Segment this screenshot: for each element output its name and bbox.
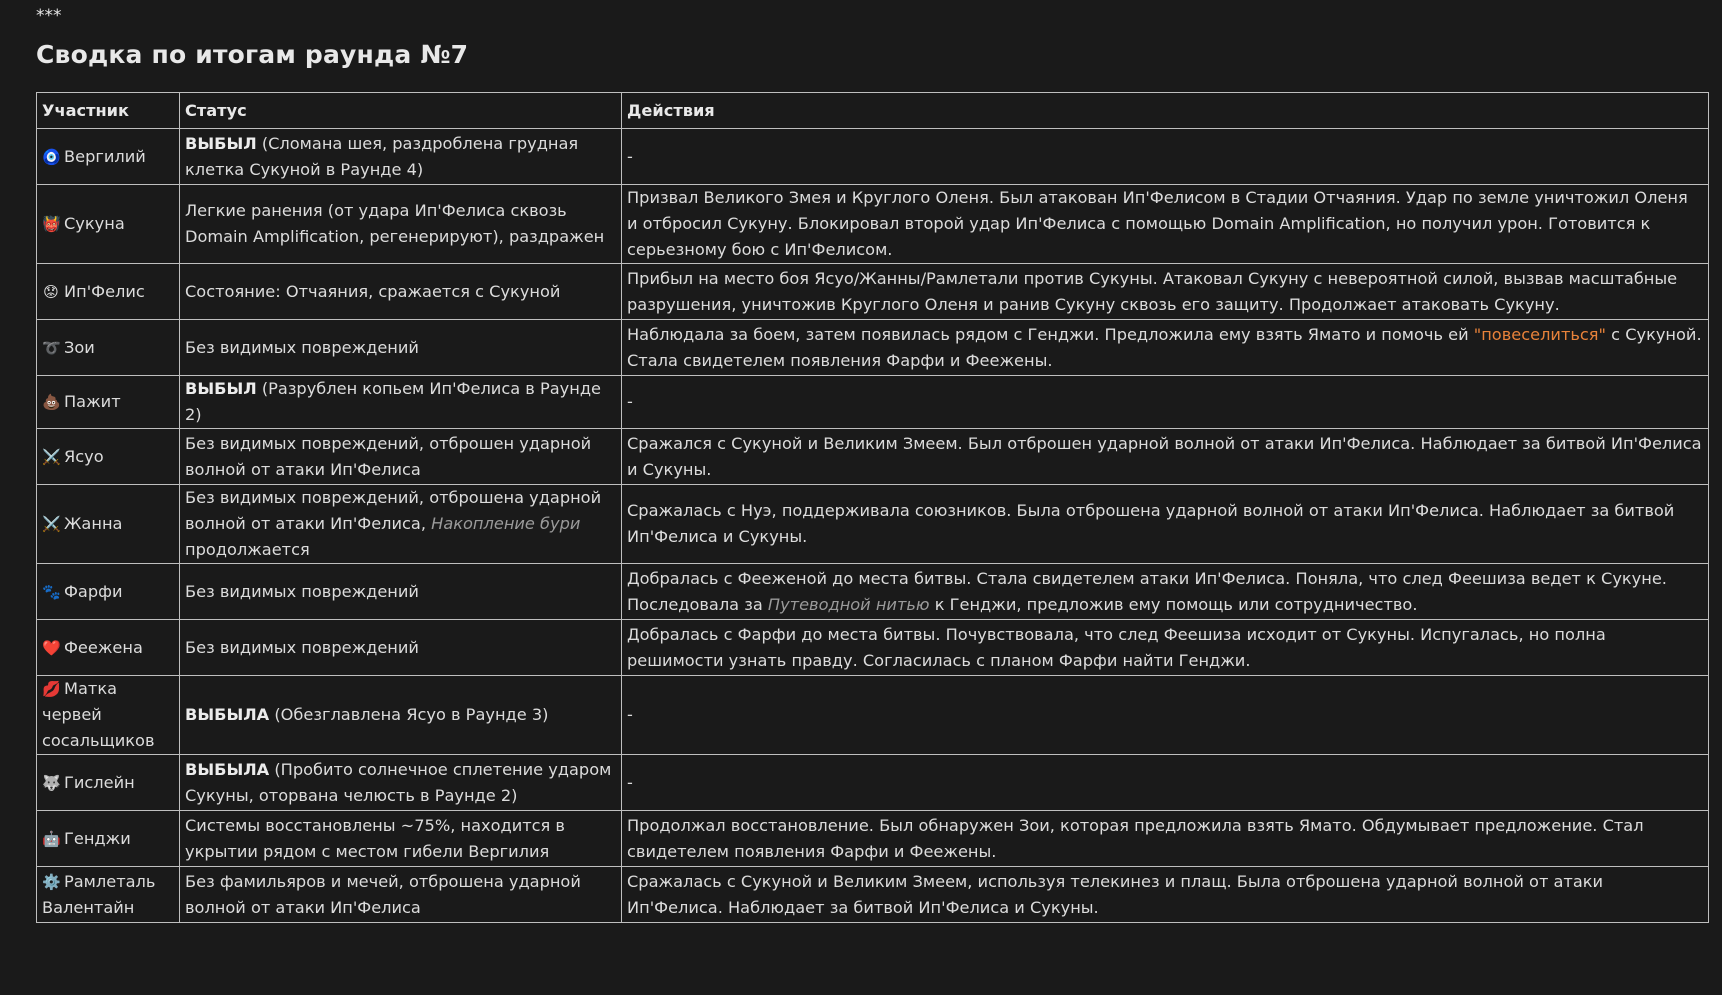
table-row (37, 811, 1709, 867)
participant-name: Вергилий (64, 146, 146, 166)
table-row (37, 320, 1709, 376)
participant-cell (37, 564, 180, 620)
participant-name: Жанна (64, 514, 123, 533)
table-row (37, 676, 1709, 755)
actions-cell: Продолжал восстановление. Был обнаружен Зои, которая предложила взять Ямато. Обдумывает предложение. Стал свидетелем появления Фарфи и Феежены. (622, 811, 1709, 867)
status-cell: Состояние: Отчаяния, сражается с Сукуной (180, 264, 622, 320)
table-row (37, 755, 1709, 811)
crossed-swords-icon: ⚔️ (42, 447, 61, 466)
status-text: (Разрублен копьем Ип'Фелиса в Раунде 2) (185, 379, 601, 424)
participant-cell (37, 676, 180, 755)
participant-cell (37, 376, 180, 429)
status-cell (180, 755, 622, 811)
participant-cell (37, 129, 180, 185)
actions-cell: Добралась с Фарфи до места битвы. Почувствовала, что след Феешиза исходит от Сукуны. Испугалась, но полна решимости узнать правду. Согласилась с планом Фарфи найти Генджи. (622, 620, 1709, 676)
participant-cell (37, 264, 180, 320)
actions-cell: Сражалась с Нуэ, поддерживала союзников. Была отброшена ударной волной от атаки Ип'Фелиса. Наблюдает за битвой Ип'Фелиса и Сукуны. (622, 485, 1709, 564)
table-row (37, 429, 1709, 485)
table-row (37, 564, 1709, 620)
participant-cell (37, 429, 180, 485)
status-cell (180, 485, 622, 564)
status-cell (180, 129, 622, 185)
table-row (37, 129, 1709, 185)
actions-cell: - (622, 676, 1709, 755)
actions-cell: - (622, 376, 1709, 429)
nazar-amulet-icon: 🧿 (42, 147, 61, 166)
actions-cell (622, 564, 1709, 620)
table-row (37, 264, 1709, 320)
participant-name: Гислейн (64, 772, 135, 792)
header-actions: Действия (622, 93, 1709, 129)
status-cell: Без фамильяров и мечей, отброшена ударной волной от атаки Ип'Фелиса (180, 867, 622, 923)
actions-cell: - (622, 755, 1709, 811)
status-eliminated: ВЫБЫЛА (185, 705, 270, 724)
table-row (37, 620, 1709, 676)
worried-face-icon: 😟 (43, 282, 59, 301)
table-row (37, 185, 1709, 264)
page-title: Сводка по итогам раунда №7 (36, 40, 469, 69)
actions-text: Добралась с Фееженой до места битвы. Стала свидетелем атаки Ип'Фелиса. Поняла, что след Феешиза ведет к Сукуне. Последовала за (627, 568, 1667, 614)
kiss-mark-icon: 💋 (42, 680, 61, 698)
actions-text: к Генджи, предложив ему помощь или сотрудничество. (929, 594, 1418, 614)
status-cell (180, 676, 622, 755)
status-cell: Без видимых повреждений (180, 564, 622, 620)
actions-cell: - (622, 129, 1709, 185)
status-cell: Системы восстановлены ~75%, находится в укрытии рядом с местом гибели Вергилия (180, 811, 622, 867)
ability-name: Накопление бури (431, 514, 581, 533)
gear-icon: ⚙️ (42, 872, 61, 891)
participant-cell (37, 185, 180, 264)
status-eliminated: ВЫБЫЛ (185, 379, 257, 398)
status-cell: Без видимых повреждений (180, 620, 622, 676)
highlighted-quote: "повеселиться" (1473, 324, 1606, 344)
ogre-icon: 👹 (42, 215, 61, 233)
summary-table (36, 92, 1709, 923)
actions-text: Наблюдала за боем, затем появилась рядом с Генджи. Предложила ему взять Ямато и помочь ей (627, 324, 1474, 344)
status-text: (Пробито солнечное сплетение ударом Сукуны, оторвана челюсть в Раунде 2) (185, 759, 612, 805)
status-cell (180, 376, 622, 429)
participant-cell (37, 755, 180, 811)
actions-cell: Сражалась с Сукуной и Великим Змеем, используя телекинез и плащ. Была отброшена ударной волной от атаки Ип'Фелиса. Наблюдает за битвой Ип'Фелиса и Сукуны. (622, 867, 1709, 923)
participant-name: Зои (64, 337, 95, 357)
actions-text: с Сукуной. Стала свидетелем появления Фарфи и Феежены. (627, 324, 1702, 370)
participant-name: Рамлеталь Валентайн (42, 871, 156, 917)
robot-icon: 🤖 (42, 829, 61, 848)
status-text: продолжается (185, 540, 310, 559)
table-row (37, 485, 1709, 564)
red-heart-icon: ❤️ (42, 638, 61, 657)
header-status: Статус (180, 93, 622, 129)
table-header-row (37, 93, 1709, 129)
table-row (37, 867, 1709, 923)
header-participant: Участник (37, 93, 180, 129)
participant-name: Ип'Фелис (64, 281, 145, 301)
separator: *** (36, 6, 62, 26)
curly-loop-icon: ➰ (42, 338, 61, 357)
participant-cell (37, 320, 180, 376)
status-eliminated: ВЫБЫЛА (185, 759, 270, 779)
participant-name: Ясуо (64, 446, 104, 466)
actions-cell: Сражался с Сукуной и Великим Змеем. Был отброшен ударной волной от атаки Ип'Фелиса. Наблюдает за битвой Ип'Фелиса и Сукуны. (622, 429, 1709, 485)
participant-name: Матка червей сосальщиков (42, 679, 155, 750)
participant-cell (37, 485, 180, 564)
participant-name: Генджи (64, 828, 131, 848)
participant-name: Сукуна (64, 214, 125, 233)
participant-cell (37, 811, 180, 867)
participant-cell (37, 867, 180, 923)
actions-cell: Призвал Великого Змея и Круглого Оленя. Был атакован Ип'Фелисом в Стадии Отчаяния. Удар по земле уничтожил Оленя и отбросил Сукуну. Блокировал второй удар Ип'Фелиса с помощью Domain Amplification, но получил урон. Готовится к серьезному бою с Ип'Фелисом. (622, 185, 1709, 264)
participant-name: Феежена (64, 637, 143, 657)
pile-of-poo-icon: 💩 (42, 393, 61, 411)
actions-cell (622, 320, 1709, 376)
ability-name: Путеводной нитью (767, 594, 930, 614)
table-row (37, 376, 1709, 429)
crossed-swords-icon: ⚔️ (42, 515, 61, 533)
participant-name: Фарфи (64, 581, 123, 601)
participant-cell (37, 620, 180, 676)
status-cell: Легкие ранения (от удара Ип'Фелиса сквозь Domain Amplification, регенерируют), раздражен (180, 185, 622, 264)
status-cell: Без видимых повреждений (180, 320, 622, 376)
wolf-icon: 🐺 (42, 773, 61, 792)
actions-cell: Прибыл на место боя Ясуо/Жанны/Рамлетали против Сукуны. Атаковал Сукуну с невероятной силой, вызвав масштабные разрушения, уничтожив Круглого Оленя и ранив Сукуну сквозь его защиту. Продолжает атаковать Сукуну. (622, 264, 1709, 320)
paw-prints-icon: 🐾 (42, 582, 61, 601)
status-text: Без видимых повреждений, отброшена ударной волной от атаки Ип'Фелиса, (185, 488, 602, 533)
participant-name: Пажит (64, 392, 121, 411)
status-text: (Обезглавлена Ясуо в Раунде 3) (269, 705, 549, 724)
status-text: (Сломана шея, раздроблена грудная клетка Сукуной в Раунде 4) (185, 133, 579, 179)
status-eliminated: ВЫБЫЛ (185, 133, 257, 153)
status-cell: Без видимых повреждений, отброшен ударной волной от атаки Ип'Фелиса (180, 429, 622, 485)
